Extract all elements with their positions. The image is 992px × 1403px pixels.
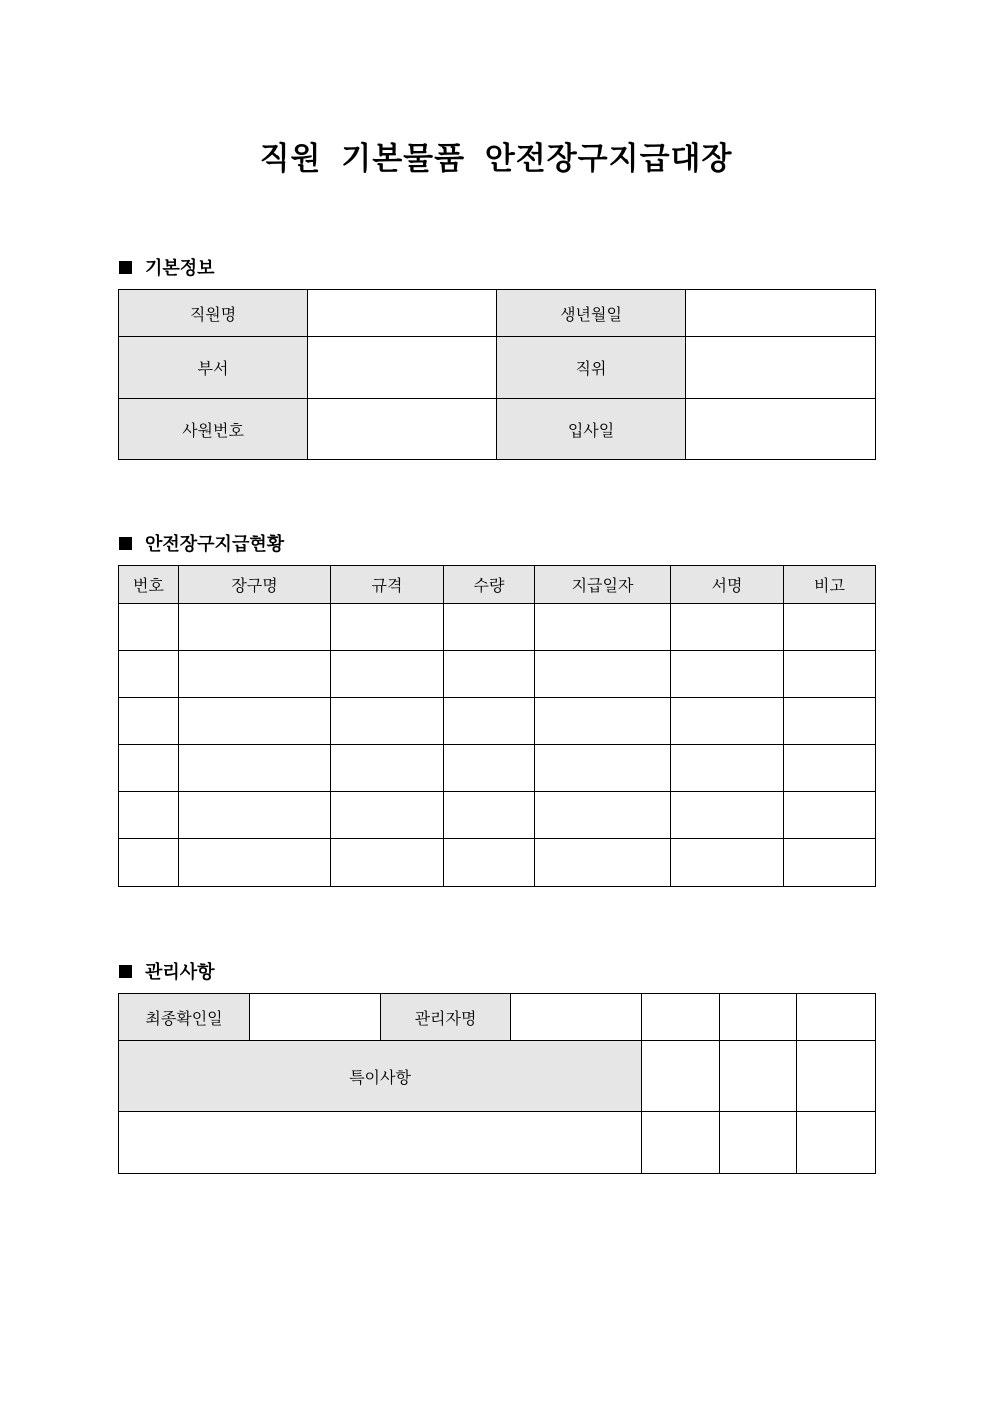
remarks-label: 특이사항 <box>119 1041 642 1112</box>
table-cell[interactable] <box>179 792 331 839</box>
table-cell[interactable] <box>671 604 784 651</box>
approval-box[interactable] <box>642 994 720 1041</box>
section-heading-management <box>119 958 215 984</box>
table-cell[interactable] <box>784 839 876 887</box>
table-row <box>119 698 876 745</box>
table-cell[interactable] <box>535 604 671 651</box>
header-issue-date: 지급일자 <box>535 566 671 604</box>
section-heading-basic-info <box>119 254 215 280</box>
table-cell[interactable] <box>671 745 784 792</box>
table-cell[interactable] <box>119 651 179 698</box>
employee-id-label: 사원번호 <box>119 399 308 460</box>
header-remarks: 비고 <box>784 566 876 604</box>
final-check-date-label: 최종확인일 <box>119 994 250 1041</box>
table-cell[interactable] <box>784 698 876 745</box>
table-cell[interactable] <box>331 792 444 839</box>
table-cell[interactable] <box>671 839 784 887</box>
table-cell[interactable] <box>331 698 444 745</box>
table-cell[interactable] <box>671 651 784 698</box>
table-cell[interactable] <box>119 604 179 651</box>
square-bullet-icon <box>119 537 132 550</box>
approval-box[interactable] <box>642 1112 720 1174</box>
table-cell[interactable] <box>179 698 331 745</box>
header-quantity: 수량 <box>444 566 535 604</box>
approval-box[interactable] <box>642 1041 720 1112</box>
section-title: 관리사항 <box>145 962 215 983</box>
table-cell[interactable] <box>671 698 784 745</box>
table-cell[interactable] <box>784 792 876 839</box>
position-field[interactable] <box>686 337 876 399</box>
table-cell[interactable] <box>444 604 535 651</box>
hire-date-field[interactable] <box>686 399 876 460</box>
square-bullet-icon <box>119 261 132 274</box>
table-row <box>119 745 876 792</box>
table-cell[interactable] <box>444 651 535 698</box>
table-cell[interactable] <box>444 745 535 792</box>
basic-info-table <box>118 289 876 460</box>
table-cell[interactable] <box>331 839 444 887</box>
header-spec: 규격 <box>331 566 444 604</box>
table-cell[interactable] <box>179 745 331 792</box>
manager-name-field[interactable] <box>511 994 642 1041</box>
table-cell[interactable] <box>535 651 671 698</box>
table-cell[interactable] <box>119 698 179 745</box>
table-cell[interactable] <box>444 839 535 887</box>
approval-box[interactable] <box>797 1112 876 1174</box>
department-field[interactable] <box>308 337 497 399</box>
table-cell[interactable] <box>671 792 784 839</box>
section-title: 기본정보 <box>145 258 215 279</box>
table-cell[interactable] <box>784 745 876 792</box>
header-signature: 서명 <box>671 566 784 604</box>
approval-box[interactable] <box>720 1112 797 1174</box>
approval-box[interactable] <box>720 994 797 1041</box>
table-row <box>119 839 876 887</box>
table-cell[interactable] <box>444 792 535 839</box>
section-title: 안전장구지급현황 <box>145 534 285 555</box>
page-title: 직원 기본물품 안전장구지급대장 <box>259 141 733 177</box>
table-cell[interactable] <box>119 839 179 887</box>
table-cell[interactable] <box>179 839 331 887</box>
management-table <box>118 993 876 1174</box>
final-check-date-field[interactable] <box>250 994 381 1041</box>
department-label: 부서 <box>119 337 308 399</box>
table-cell[interactable] <box>331 604 444 651</box>
section-heading-issue-status <box>119 530 284 556</box>
square-bullet-icon <box>119 965 132 978</box>
remarks-field[interactable] <box>119 1112 642 1174</box>
approval-box[interactable] <box>797 994 876 1041</box>
employee-name-label: 직원명 <box>119 290 308 337</box>
table-cell[interactable] <box>331 651 444 698</box>
header-equipment-name: 장구명 <box>179 566 331 604</box>
employee-id-field[interactable] <box>308 399 497 460</box>
table-cell[interactable] <box>179 604 331 651</box>
hire-date-label: 입사일 <box>497 399 686 460</box>
table-cell[interactable] <box>535 792 671 839</box>
table-cell[interactable] <box>784 651 876 698</box>
table-cell[interactable] <box>535 698 671 745</box>
birth-date-label: 생년월일 <box>497 290 686 337</box>
position-label: 직위 <box>497 337 686 399</box>
approval-box[interactable] <box>720 1041 797 1112</box>
employee-name-field[interactable] <box>308 290 497 337</box>
table-row <box>119 604 876 651</box>
table-cell[interactable] <box>444 698 535 745</box>
table-cell[interactable] <box>119 792 179 839</box>
table-cell[interactable] <box>331 745 444 792</box>
birth-date-field[interactable] <box>686 290 876 337</box>
manager-name-label: 관리자명 <box>381 994 511 1041</box>
table-cell[interactable] <box>179 651 331 698</box>
issue-status-table <box>118 565 876 887</box>
table-cell[interactable] <box>119 745 179 792</box>
header-number: 번호 <box>119 566 179 604</box>
approval-box[interactable] <box>797 1041 876 1112</box>
table-row <box>119 651 876 698</box>
table-cell[interactable] <box>535 745 671 792</box>
table-cell[interactable] <box>535 839 671 887</box>
table-row <box>119 792 876 839</box>
table-cell[interactable] <box>784 604 876 651</box>
